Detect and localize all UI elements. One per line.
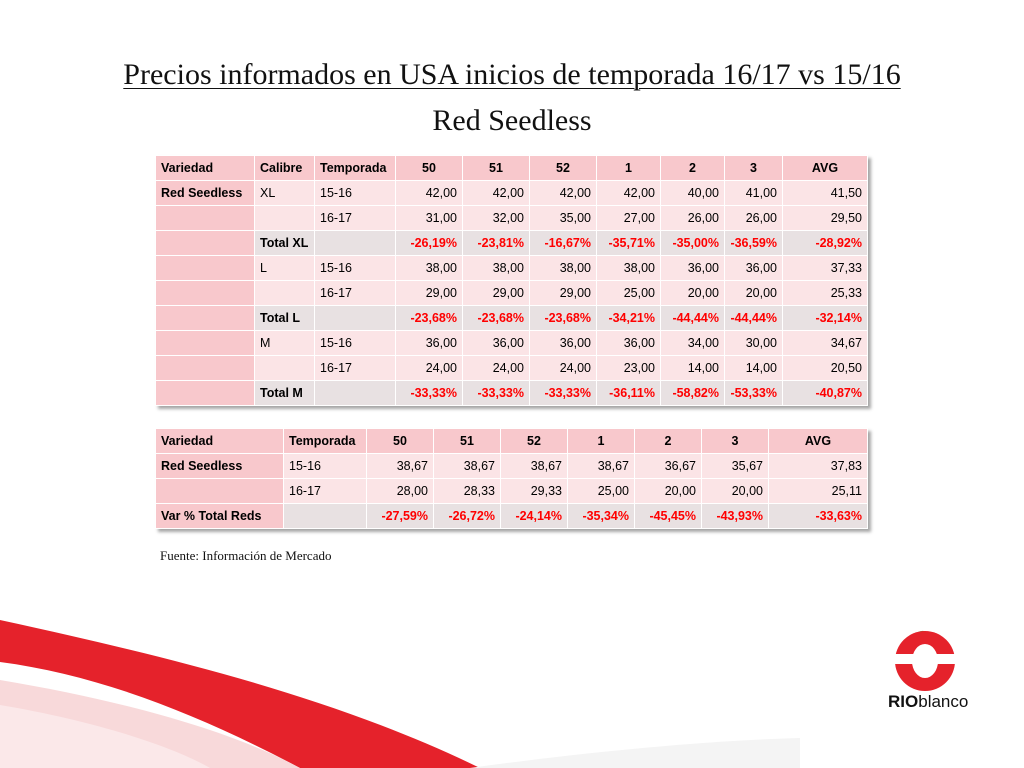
label-cell [156,479,284,504]
label-cell [255,356,315,381]
value-cell: -35,00% [661,231,725,256]
value-cell: 42,00 [396,181,463,206]
page-title: Precios informados en USA inicios de temporada 16/17 vs 15/16 [123,58,901,91]
label-cell: L [255,256,315,281]
header-cell: Temporada [315,156,396,181]
value-cell: 28,33 [434,479,501,504]
label-cell: 16-17 [315,356,396,381]
value-cell: -33,33% [530,381,597,406]
value-cell: 29,00 [463,281,530,306]
label-cell: 15-16 [315,181,396,206]
value-cell: 25,00 [597,281,661,306]
label-cell [156,231,255,256]
value-cell: 36,00 [463,331,530,356]
value-cell: 34,67 [783,331,868,356]
label-cell: 16-17 [315,281,396,306]
header-cell: Variedad [156,429,284,454]
label-cell [156,206,255,231]
table-row [156,331,868,356]
value-cell: -33,33% [463,381,530,406]
label-cell: Total L [255,306,315,331]
value-cell: 29,50 [783,206,868,231]
value-cell: 20,00 [661,281,725,306]
value-cell: 25,00 [568,479,635,504]
value-cell: 38,00 [530,256,597,281]
value-cell: -24,14% [501,504,568,529]
value-cell: 35,00 [530,206,597,231]
value-cell: 42,00 [597,181,661,206]
label-cell [156,256,255,281]
value-cell: 38,00 [597,256,661,281]
value-cell: -26,72% [434,504,501,529]
value-cell: 20,00 [635,479,702,504]
label-cell [156,306,255,331]
value-cell: -53,33% [725,381,783,406]
value-cell: -23,68% [530,306,597,331]
table-row [156,479,868,504]
header-cell: 50 [396,156,463,181]
value-cell: 41,50 [783,181,868,206]
label-cell: 16-17 [284,479,367,504]
value-cell: 40,00 [661,181,725,206]
value-cell: -36,59% [725,231,783,256]
source-note: Fuente: Información de Mercado [160,548,332,563]
value-cell: 20,50 [783,356,868,381]
value-cell: 42,00 [530,181,597,206]
value-cell: 29,00 [396,281,463,306]
value-cell: 29,33 [501,479,568,504]
table-row [156,356,868,381]
table-row [156,231,868,256]
header-cell: 1 [568,429,635,454]
value-cell: 36,00 [396,331,463,356]
table-row [156,381,868,406]
label-cell: XL [255,181,315,206]
value-cell: -34,21% [597,306,661,331]
label-cell: Red Seedless [156,181,255,206]
label-cell [156,281,255,306]
table-row [156,306,868,331]
value-cell: 24,00 [530,356,597,381]
table-header-row [156,429,868,454]
table-row [156,181,868,206]
value-cell: 38,67 [367,454,434,479]
value-cell: 36,00 [597,331,661,356]
value-cell: -23,68% [396,306,463,331]
value-cell: 26,00 [661,206,725,231]
page-subtitle: Red Seedless [432,104,592,137]
value-cell: -44,44% [725,306,783,331]
value-cell: 28,00 [367,479,434,504]
label-cell: Total M [255,381,315,406]
value-cell: 36,00 [725,256,783,281]
prices-total-reds-table [155,428,868,529]
label-cell: Var % Total Reds [156,504,284,529]
label-cell: 16-17 [315,206,396,231]
table-row [156,281,868,306]
decorative-swoosh [0,600,800,768]
label-cell: 15-16 [284,454,367,479]
value-cell: 14,00 [725,356,783,381]
header-cell: 50 [367,429,434,454]
value-cell: -33,33% [396,381,463,406]
value-cell: 26,00 [725,206,783,231]
table-row [156,256,868,281]
value-cell: 25,11 [769,479,868,504]
table-row [156,504,868,529]
value-cell: 20,00 [702,479,769,504]
label-cell [156,331,255,356]
header-cell: 2 [635,429,702,454]
value-cell: 37,83 [769,454,868,479]
label-cell [156,356,255,381]
value-cell: -32,14% [783,306,868,331]
value-cell: -16,67% [530,231,597,256]
value-cell: -26,19% [396,231,463,256]
value-cell: 41,00 [725,181,783,206]
header-cell: Calibre [255,156,315,181]
value-cell: -44,44% [661,306,725,331]
value-cell: 14,00 [661,356,725,381]
header-cell: Variedad [156,156,255,181]
label-cell [315,381,396,406]
header-cell: Temporada [284,429,367,454]
value-cell: 38,67 [501,454,568,479]
table-row [156,454,868,479]
value-cell: -43,93% [702,504,769,529]
header-cell: 52 [530,156,597,181]
header-cell: 52 [501,429,568,454]
value-cell: -35,34% [568,504,635,529]
table-row [156,206,868,231]
value-cell: 27,00 [597,206,661,231]
header-cell: 51 [463,156,530,181]
value-cell: -58,82% [661,381,725,406]
value-cell: 36,00 [530,331,597,356]
value-cell: 38,00 [396,256,463,281]
header-cell: 2 [661,156,725,181]
value-cell: 20,00 [725,281,783,306]
label-cell: M [255,331,315,356]
value-cell: 38,67 [568,454,635,479]
value-cell: 37,33 [783,256,868,281]
label-cell [156,381,255,406]
header-cell: AVG [769,429,868,454]
label-cell [255,206,315,231]
value-cell: 42,00 [463,181,530,206]
value-cell: 38,67 [434,454,501,479]
table-header-row [156,156,868,181]
value-cell: -45,45% [635,504,702,529]
label-cell: 15-16 [315,331,396,356]
header-cell: 3 [702,429,769,454]
label-cell [315,231,396,256]
value-cell: 36,00 [661,256,725,281]
value-cell: 25,33 [783,281,868,306]
header-cell: 1 [597,156,661,181]
logo-wordmark: RIOblanco [888,692,969,711]
label-cell [315,306,396,331]
value-cell: -23,81% [463,231,530,256]
label-cell: 15-16 [315,256,396,281]
value-cell: -23,68% [463,306,530,331]
value-cell: 36,67 [635,454,702,479]
value-cell: 23,00 [597,356,661,381]
label-cell: Red Seedless [156,454,284,479]
value-cell: 38,00 [463,256,530,281]
value-cell: -36,11% [597,381,661,406]
value-cell: -27,59% [367,504,434,529]
value-cell: 24,00 [396,356,463,381]
value-cell: 32,00 [463,206,530,231]
value-cell: 34,00 [661,331,725,356]
value-cell: 30,00 [725,331,783,356]
value-cell: -35,71% [597,231,661,256]
header-cell: AVG [783,156,868,181]
prices-by-caliber-table [155,155,868,406]
value-cell: 29,00 [530,281,597,306]
header-cell: 3 [725,156,783,181]
header-cell: 51 [434,429,501,454]
value-cell: 35,67 [702,454,769,479]
label-cell [255,281,315,306]
value-cell: -28,92% [783,231,868,256]
label-cell [284,504,367,529]
label-cell: Total XL [255,231,315,256]
value-cell: -40,87% [783,381,868,406]
value-cell: 31,00 [396,206,463,231]
value-cell: -33,63% [769,504,868,529]
value-cell: 24,00 [463,356,530,381]
